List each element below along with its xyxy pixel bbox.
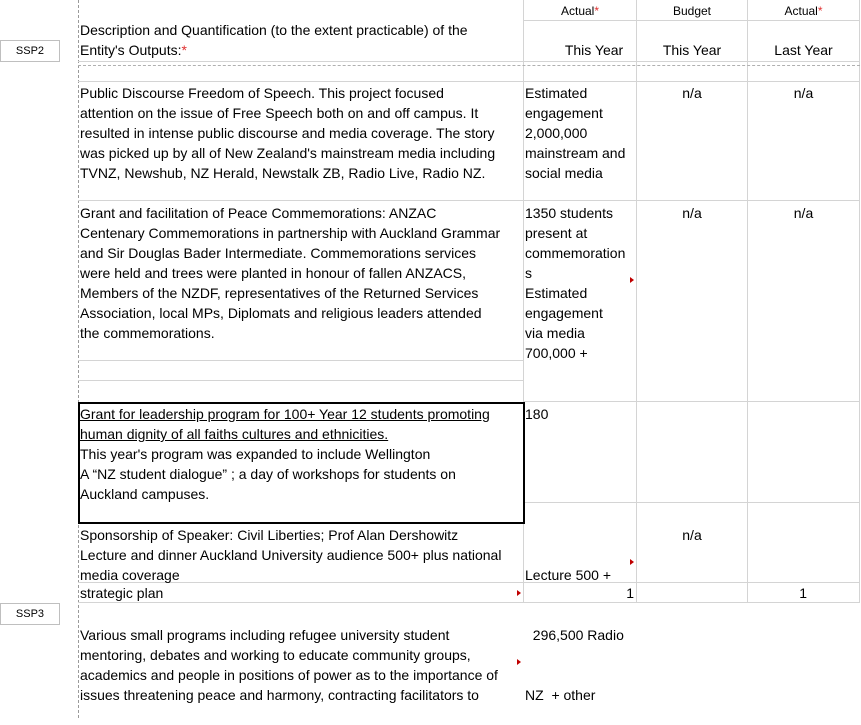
header-actual-last-year[interactable]: Last Year (774, 42, 833, 58)
row-speaker-budget[interactable]: n/a (682, 527, 702, 543)
row-leadership-actual[interactable]: 180 (525, 406, 549, 422)
overflow-marker (517, 659, 521, 665)
overflow-marker (517, 590, 521, 596)
ssp3-description[interactable]: Various small programs including refugee university student mentoring, debates and working to educate community groups, academics and people in positions of power as to the importance of issues threatening peace and harmony, contracting facilitators to (80, 627, 498, 703)
header-description[interactable]: Description and Quantification (to the extent practicable) of the Entity's Outputs:* (80, 22, 468, 58)
row-free-speech-description[interactable]: Public Discourse Freedom of Speech. This project focused attention on the issue of Free Speech both on and off campus. It resulted in intense public discourse and media coverage. The story was picked up by all of New Zealand's mainstream media including TVNZ, Newshub, NZ Herald, Newstalk ZB, Radio Live, Radio NZ. (80, 85, 496, 181)
overflow-marker (630, 559, 634, 565)
row-anzac-last-year[interactable]: n/a (793, 205, 814, 221)
header-budget-this-year[interactable]: This Year (662, 42, 722, 58)
header-actual-last-year-top[interactable]: Actual* (784, 4, 823, 18)
row-free-speech-last-year[interactable]: n/a (793, 85, 814, 101)
row-label-ssp2[interactable]: SSP2 (0, 40, 60, 62)
row-anzac-actual[interactable]: 1350 students present at commemoration s Estimated engagement via media 700,000 + (525, 205, 626, 361)
row-speaker-description[interactable]: Sponsorship of Speaker: Civil Liberties; Prof Alan Dershowitz Lecture and dinner Auckland University audience 500+ plus national media coverage (80, 527, 502, 583)
row-free-speech-budget[interactable]: n/a (682, 85, 702, 101)
row-leadership-description[interactable]: Grant for leadership program for 100+ Year 12 students promoting human dignity of all faiths cultures and ethnicities. This year's program was expanded to include Wellington A “NZ student dialogue” ; a day of workshops for students on Auckland campuses. (80, 406, 490, 502)
header-actual-this-year-top[interactable]: Actual* (560, 4, 600, 18)
strategic-plan-actual[interactable]: 1 (626, 585, 634, 601)
row-anzac-budget[interactable]: n/a (682, 205, 702, 221)
header-budget-top[interactable]: Budget (672, 4, 712, 18)
overflow-marker (630, 277, 634, 283)
row-speaker-actual[interactable]: Lecture 500 + 296,500 Radio NZ + other (525, 567, 624, 703)
row-anzac-description[interactable]: Grant and facilitation of Peace Commemorations: ANZAC Centenary Commemorations in partnership with Auckland Grammar and Sir Douglas Bader Intermediate. Commemorations services were held and trees were planted in honour of fallen ANZACS, Members of the NZDF, representatives of the Returned Services Association, local MPs, Diplomats and religious leaders attended the commemorations. (80, 205, 501, 341)
strategic-plan-last-year[interactable]: 1 (799, 585, 807, 601)
strategic-plan-label[interactable]: strategic plan (80, 585, 164, 601)
row-free-speech-actual[interactable]: Estimated engagement 2,000,000 mainstream and social media (525, 85, 626, 181)
row-label-ssp3[interactable]: SSP3 (0, 603, 60, 625)
header-actual-this-year[interactable]: This Year (564, 42, 624, 58)
